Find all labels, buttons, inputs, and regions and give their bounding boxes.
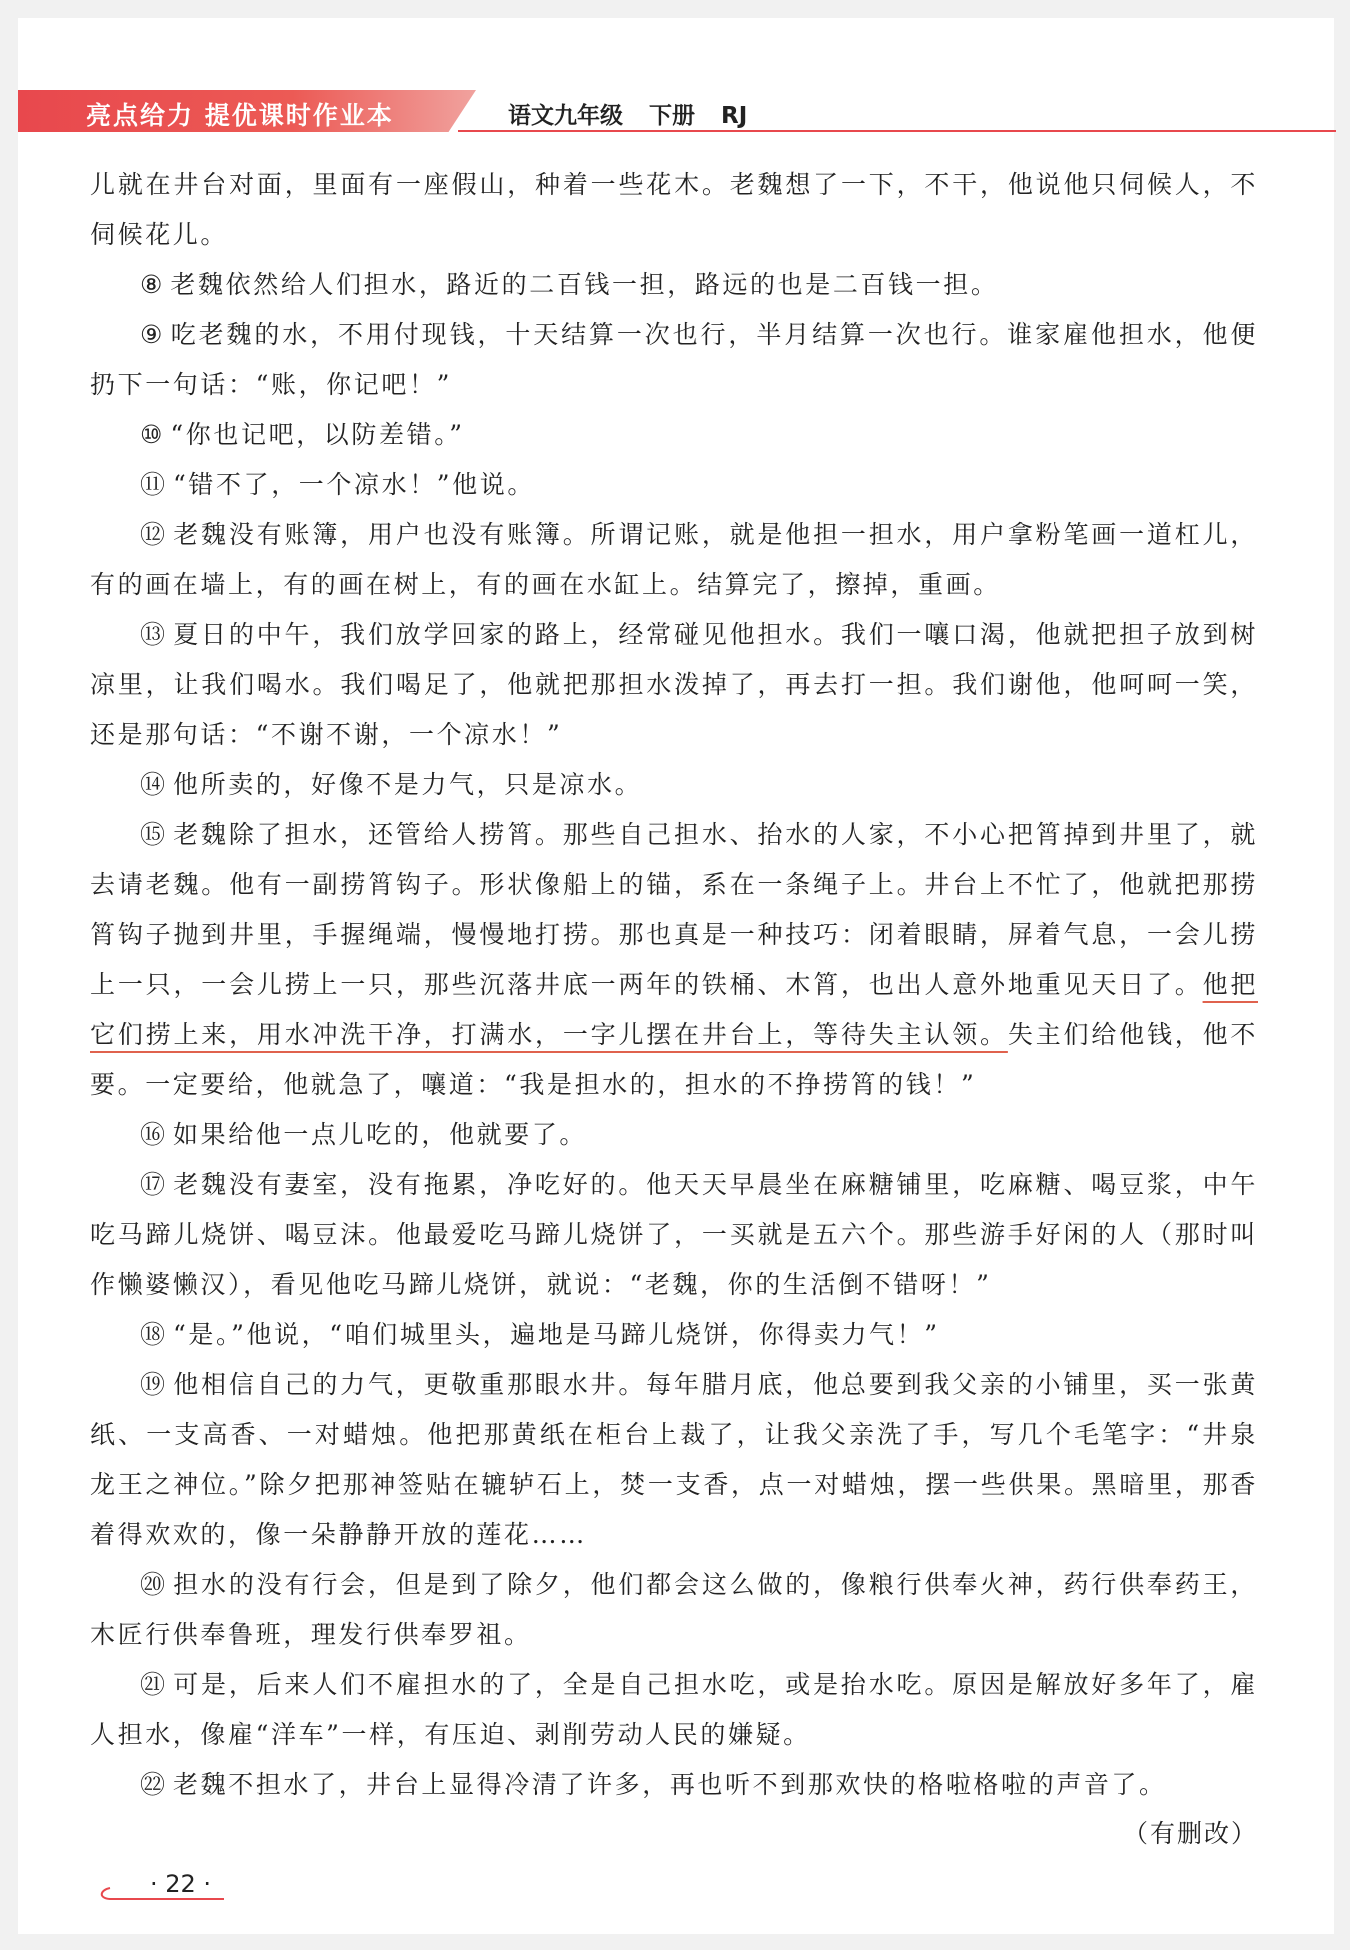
paragraph-text: 吃老魏的水，不用付现钱，十天结算一次也行，半月结算一次也行。谁家雇他担水，他便扔下一句话：“账，你记吧！” bbox=[90, 320, 1258, 399]
paragraph-number: ⑩ bbox=[140, 420, 163, 449]
page-header bbox=[18, 90, 1336, 134]
paragraph-text: “错不了，一个凉水！”他说。 bbox=[173, 470, 535, 499]
paragraph-text: 老魏不担水了，井台上显得冷清了许多，再也听不到那欢快的格啦格啦的声音了。 bbox=[173, 1770, 1167, 1799]
page-number: · 22 · bbox=[150, 1870, 212, 1898]
paragraph bbox=[90, 810, 1258, 1110]
paragraph-number: ⑱ bbox=[140, 1320, 166, 1349]
paragraph-number: ⑭ bbox=[140, 770, 166, 799]
paragraph-number: ⑫ bbox=[140, 520, 166, 549]
paragraph-number: ⑲ bbox=[140, 1370, 166, 1399]
paragraph-number: ⑯ bbox=[140, 1120, 166, 1149]
volume-label: 下册 bbox=[649, 103, 696, 129]
paragraph bbox=[90, 460, 1258, 510]
paragraph-text: 老魏没有账簿，用户也没有账簿。所谓记账，就是他担一担水，用户拿粉笔画一道杠儿，有的画在墙上，有的画在树上，有的画在水缸上。结算完了，擦掉，重画。 bbox=[90, 520, 1258, 599]
paragraph-number: ㉒ bbox=[140, 1770, 166, 1799]
paragraph bbox=[90, 1360, 1258, 1560]
paragraph bbox=[90, 1160, 1258, 1310]
source-note: （有删改） bbox=[1122, 1819, 1258, 1848]
paragraph-number: ⑨ bbox=[140, 320, 163, 349]
paragraph bbox=[90, 310, 1258, 410]
paragraph-text: “你也记吧，以防差错。” bbox=[170, 420, 465, 449]
paragraph-text: 可是，后来人们不雇担水的了，全是自己担水吃，或是抬水吃。原因是解放好多年了，雇人担水，像雇“洋车”一样，有压迫、剥削劳动人民的嫌疑。 bbox=[90, 1670, 1258, 1749]
paragraph bbox=[90, 410, 1258, 460]
paragraph bbox=[90, 1660, 1258, 1760]
paragraph-text: “是。”他说，“咱们城里头，遍地是马蹄儿烧饼，你得卖力气！” bbox=[173, 1320, 940, 1349]
paragraph-text: 他所卖的，好像不是力气，只是凉水。 bbox=[173, 770, 643, 799]
header-rule bbox=[458, 130, 1336, 132]
paragraph bbox=[90, 760, 1258, 810]
paragraph-number: ⑮ bbox=[140, 820, 166, 849]
paragraph-text: 夏日的中午，我们放学回家的路上，经常碰见他担水。我们一嚷口渴，他就把担子放到树凉里，让我们喝水。我们喝足了，他就把那担水泼掉了，再去打一担。我们谢他，他呵呵一笑，还是那句话：“不谢不谢，一个凉水！” bbox=[90, 620, 1258, 749]
paragraph-number: ⑳ bbox=[140, 1570, 166, 1599]
paragraph bbox=[90, 1760, 1258, 1810]
subject-grade: 语文九年级 bbox=[508, 103, 623, 129]
underlined-sentence: 他把它们捞上来，用水冲洗干净，打满水，一字儿摆在井台上，等待失主认领。 bbox=[90, 970, 1258, 1049]
paragraph-text: 他相信自己的力气，更敬重那眼水井。每年腊月底，他总要到我父亲的小铺里，买一张黄纸、一支高香、一对蜡烛。他把那黄纸在柜台上裁了，让我父亲洗了手，写几个毛笔字：“井泉龙王之神位。”除夕把那神签贴在辘轳石上，焚一支香，点一对蜡烛，摆一些供果。黑暗里，那香着得欢欢的，像一朵静静开放的莲花…… bbox=[90, 1370, 1258, 1549]
paragraph-text: 儿就在井台对面，里面有一座假山，种着一些花木。老魏想了一下，不干，他说他只伺候人，不伺候花儿。 bbox=[90, 170, 1258, 249]
paragraph-number: ⑧ bbox=[140, 270, 163, 299]
paragraph-text: 老魏依然给人们担水，路近的二百钱一担，路远的也是二百钱一担。 bbox=[170, 270, 999, 299]
paragraph bbox=[90, 160, 1258, 260]
paragraph bbox=[90, 510, 1258, 610]
article-body bbox=[90, 160, 1258, 1810]
paragraph bbox=[90, 260, 1258, 310]
paragraph-text: 老魏除了担水，还管给人捞筲。那些自己担水、抬水的人家，不小心把筲掉到井里了，就去请老魏。他有一副捞筲钩子。形状像船上的锚，系在一条绳子上。井台上不忙了，他就把那捞筲钩子抛到井里，手握绳端，慢慢地打捞。那也真是一种技巧：闭着眼睛，屏着气息，一会儿捞上一只，一会儿捞上一只，那些沉落井底一两年的铁桶、木筲，也出人意外地重见天日了。 bbox=[90, 820, 1258, 999]
subject-info bbox=[508, 97, 765, 130]
paragraph-text: 如果给他一点儿吃的，他就要了。 bbox=[173, 1120, 588, 1149]
edition-label: RJ bbox=[721, 103, 748, 129]
paragraph bbox=[90, 1560, 1258, 1660]
series-title: 亮点给力 提优课时作业本 bbox=[86, 101, 394, 130]
paragraph-text: 失主们给他钱，他不要。一定要给，他就急了，嚷道：“我是担水的，担水的不挣捞筲的钱！” bbox=[90, 1020, 1258, 1099]
paragraph-text: 担水的没有行会，但是到了除夕，他们都会这么做的，像粮行供奉火神，药行供奉药王，木匠行供奉鲁班，理发行供奉罗祖。 bbox=[90, 1570, 1258, 1649]
paragraph-number: ㉑ bbox=[140, 1670, 166, 1699]
paragraph-text: 老魏没有妻室，没有拖累，净吃好的。他天天早晨坐在麻糖铺里，吃麻糖、喝豆浆，中午吃马蹄儿烧饼、喝豆沫。他最爱吃马蹄儿烧饼了，一买就是五六个。那些游手好闲的人（那时叫作懒婆懒汉），看见他吃马蹄儿烧饼，就说：“老魏，你的生活倒不错呀！” bbox=[90, 1170, 1258, 1299]
paragraph-number: ⑰ bbox=[140, 1170, 166, 1199]
paragraph-number: ⑬ bbox=[140, 620, 166, 649]
paragraph-number: ⑪ bbox=[140, 470, 166, 499]
paragraph bbox=[90, 1310, 1258, 1360]
paragraph bbox=[90, 610, 1258, 760]
paragraph bbox=[90, 1110, 1258, 1160]
